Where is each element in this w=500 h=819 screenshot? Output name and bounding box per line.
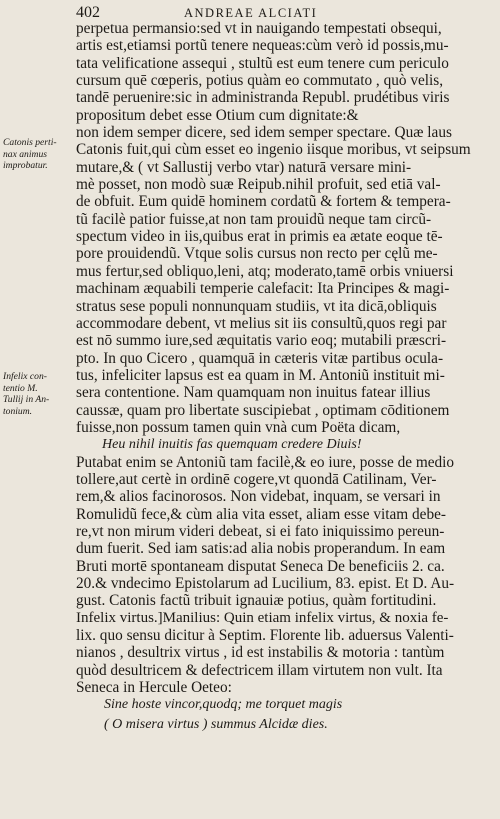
text-line: mutare,& ( vt Sallustij verbo vtar) naturā versare mini-: [76, 158, 412, 176]
text-line: Bruti mortē spontaneam disputat Seneca De beneficiis 2. ca.: [76, 557, 445, 575]
margin-note-line: tentio M.: [3, 382, 38, 394]
text-line: nianos , desultrix virtus , id est instabilis & motoria : tantùm: [76, 644, 445, 662]
main-text: [76, 20, 482, 733]
margin-note-line: nax animus: [3, 148, 47, 160]
margin-note-line: tonium.: [3, 405, 33, 417]
text-line: non idem semper dicere, sed idem semper spectare. Quæ laus: [76, 124, 452, 142]
text-line: machinam æquabili temperie calefacit: Ita Principes & magi-: [76, 280, 450, 298]
margin-note-line: Infelix con-: [3, 371, 47, 382]
margin-note-cato: [3, 137, 77, 172]
text-line: est nō summo iure,sed æquitatis vario eoq; mutabili præscri-: [76, 332, 447, 350]
lemma-line: Infelix virtus.]Manilius: Quin etiam infelix virtus, & noxia fe-: [76, 609, 449, 626]
margin-note-line: Catonis perti-: [3, 137, 57, 148]
text-line: mus fertur,sed obliquo,leni, atq; moderato,tamē orbis vniuersi: [76, 262, 454, 280]
text-line: de obfuit. Eum quidē hominem cordatũ & fortem & tempera-: [76, 193, 451, 211]
text-line: artis est,etiamsi portũ tenere nequeas:cùm verò id possis,mu-: [76, 37, 449, 55]
text-line: Romulidũ fece,& cùm alia vita esset, aliam esse vitam debe-: [76, 505, 446, 523]
verse-quote-line: Heu nihil inuitis fas quemquam credere Diuis!: [102, 437, 362, 453]
text-line: pore prouidendũ. Vtque solis cursus non recto per cęlũ me-: [76, 245, 438, 263]
text-line: fuisse,non possum tamen quin vnà cum Poëta dicam,: [76, 418, 401, 436]
text-line: stratus sese populi nonnunquam studiis, vt ita dicā,obliquis: [76, 297, 437, 315]
text-line: 20.& vndecimo Epistolarum ad Lucilium, 83. epist. Et D. Au-: [76, 575, 455, 592]
text-line: tollere,aut certè in ordinē cogere,vt quondā Catilinam, Ver-: [76, 470, 437, 488]
text-line: mè posset, non modò suæ Reipub.nihil profuit, sed etiā val-: [76, 176, 441, 194]
text-line: propositum debet esse Otium cum dignitate:&: [76, 106, 359, 124]
text-line: tata velificatione assequi , stultũ est eum tenere cum periculo: [76, 54, 449, 72]
verse-quote-line: Sine hoste vincor,quodq; me torquet magis: [104, 697, 343, 713]
text-line: pto. In quo Cicero , quamquā in cæteris vitæ partibus ocula-: [76, 349, 444, 367]
margin-note-cicero: [3, 371, 77, 417]
text-line: spectum video in iis,quibus erat in primis ea ætate eoque tē-: [76, 228, 443, 246]
text-line: Catonis fuit,qui cùm esset eo ingenio iisque moribus, vt seipsum: [76, 141, 471, 159]
text-line: sera contentione. Nam quamquam non inuitus fatear illius: [76, 384, 431, 402]
text-line: cursum quē cœperis, potius quàm eo commutato , quò velis,: [76, 72, 444, 90]
text-line: re,vt non mirum videri debeat, si ei fato iniquissimo pereun-: [76, 522, 445, 540]
text-line: rem,& alios facinorosos. Non videbat, inquam, se versari in: [76, 488, 441, 506]
text-line: lix. quo sensu dicitur à Septim. Florente lib. aduersus Valenti-: [76, 627, 454, 645]
text-line: quòd desultricem & defectricem illam virtutem non vult. Ita: [76, 661, 443, 679]
verse-quote-line: ( O misera virtus ) summus Alcidæ dies.: [104, 716, 328, 732]
page-number: 402: [76, 4, 100, 21]
text-line: dum fuerit. Sed iam satis:ad alia nobis properandum. In eam: [76, 540, 446, 558]
running-head: ANDREAE ALCIATI: [184, 6, 318, 20]
text-line: tandē peruenire:sic in administranda Republ. prudétibus viris: [76, 89, 450, 107]
text-line: caussæ, quam pro libertate suscipiebat , optimam cōditionem: [76, 401, 450, 419]
text-line: tũ facilè patior fuisse,at non tam prouidũ neque tam circũ-: [76, 210, 432, 228]
margin-note-line: improbatur.: [3, 160, 48, 171]
text-line: accommodare debent, vt melius sit iis consultũ,quos regi par: [76, 314, 447, 332]
text-line: Putabat enim se Antoniũ tam facilè,& eo iure, posse de medio: [76, 453, 455, 471]
margin-note-line: Tullij in An-: [3, 394, 50, 405]
text-line: perpetua permansio:sed vt in nauigando tempestati obsequi,: [76, 20, 442, 37]
text-line: Seneca in Hercule Oeteo:: [76, 679, 232, 697]
text-line: gust. Catonis factũ tribuit ignauiæ potius, quàm fortitudini.: [76, 592, 437, 610]
text-line: tus, infeliciter lapsus est ea quam in M. Antoniũ instituit mi-: [76, 366, 445, 384]
